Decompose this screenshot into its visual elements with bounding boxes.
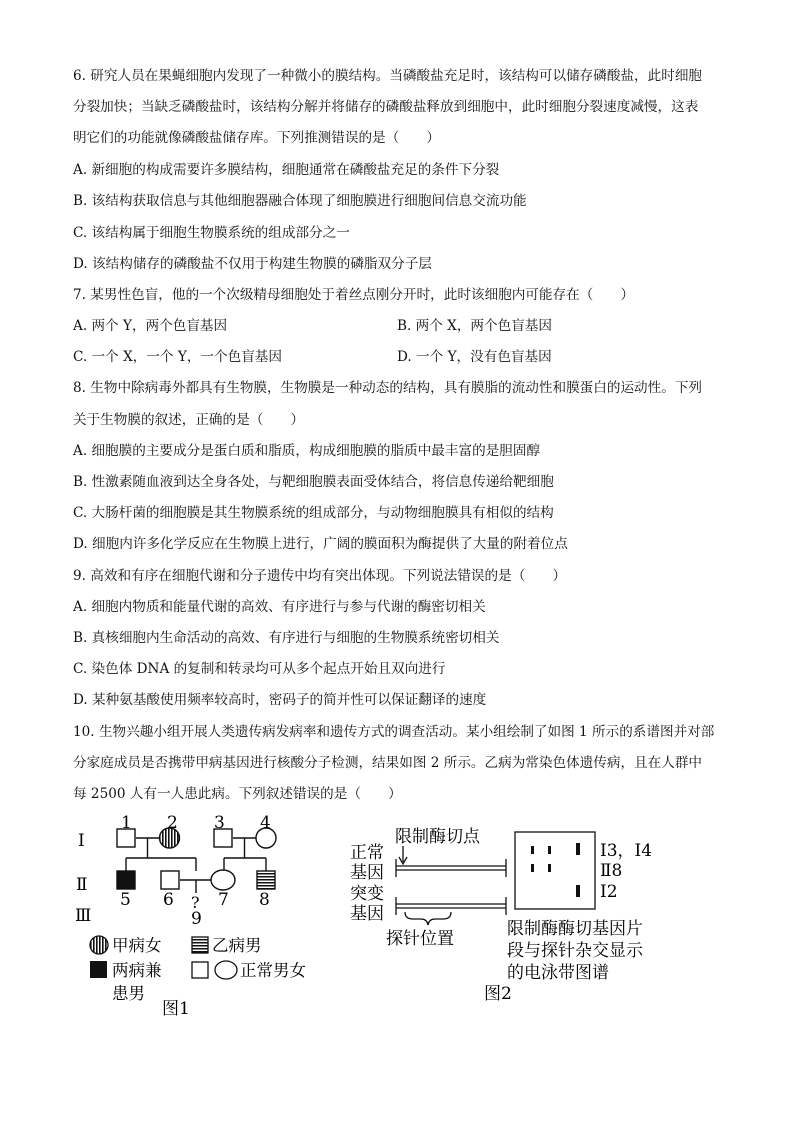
figure-2-caption: 图2 bbox=[484, 984, 512, 1004]
q8-option-d: D. 细胞内许多化学反应在生物膜上进行，广阔的膜面积为酶提供了大量的附着位点 bbox=[73, 536, 568, 552]
lane-label-I3-I4: Ⅰ3，Ⅰ4 bbox=[600, 841, 653, 861]
gel-band bbox=[576, 885, 580, 897]
mutant-gene-label-2: 基因 bbox=[350, 904, 384, 924]
gel-box bbox=[515, 832, 595, 909]
legend-both-male-label-2: 患男 bbox=[112, 984, 145, 1003]
probe-position-label: 探针位置 bbox=[386, 929, 454, 949]
q7-option-c: C. 一个 X，一个 Y，一个色盲基因 bbox=[73, 349, 282, 365]
q8-stem-line-1: 8. 生物中除病毒外都具有生物膜，生物膜是一种动态的结构，具有膜脂的流动性和膜蛋白的运动性。下列 bbox=[73, 380, 703, 396]
id-3: 3 bbox=[214, 813, 225, 833]
q9-stem: 9. 高效和有序在细胞代谢和分子遗传中均有突出体现。下列说法错误的是（ ） bbox=[73, 568, 567, 584]
q9-option-a: A. 细胞内物质和能量代谢的高效、有序进行与参与代谢的酶密切相关 bbox=[73, 599, 486, 615]
gel-band bbox=[548, 846, 551, 854]
gel-band bbox=[531, 864, 534, 872]
pedigree-II5-symbol bbox=[117, 871, 135, 889]
lane-label-II8: Ⅱ8 bbox=[600, 861, 623, 881]
q7-stem: 7. 某男性色盲，他的一个次级精母细胞处于着丝点刚分开时，此时该细胞内可能存在（ ） bbox=[73, 287, 635, 303]
figure-1-pedigree bbox=[70, 808, 350, 1020]
generation-III-label: Ⅲ bbox=[75, 906, 92, 926]
q6-option-d: D. 该结构储存的磷酸盐不仅用于构建生物膜的磷脂双分子层 bbox=[73, 256, 432, 272]
generation-I-label: Ⅰ bbox=[78, 831, 85, 851]
id-7: 7 bbox=[218, 890, 229, 910]
legend-both-male-label-1: 两病兼 bbox=[112, 961, 162, 980]
legend-normal-label: 正常男女 bbox=[240, 961, 306, 980]
q6-stem-line-1: 6. 研究人员在果蝇细胞内发现了一种微小的膜结构。当磷酸盐充足时，该结构可以储存磷酸盐，此时细胞 bbox=[73, 68, 703, 84]
q9-option-b: B. 真核细胞内生命活动的高效、有序进行与细胞的生物膜系统密切相关 bbox=[73, 630, 500, 646]
id-6: 6 bbox=[163, 890, 174, 910]
figure-1-caption: 图1 bbox=[162, 999, 190, 1019]
gel-band bbox=[548, 864, 551, 872]
question-mark: ? bbox=[191, 893, 200, 912]
gel-band bbox=[576, 843, 580, 855]
legend-yi-male-icon bbox=[192, 937, 208, 953]
q6-stem-line-3: 明它们的功能就像磷酸盐储存库。下列推测错误的是（ ） bbox=[73, 130, 441, 146]
legend-both-male-icon bbox=[90, 961, 107, 978]
q10-stem-line-3: 每 2500 人有一人患此病。下列叙述错误的是（ ） bbox=[73, 786, 402, 802]
id-4: 4 bbox=[260, 813, 271, 833]
figure-2-electrophoresis bbox=[345, 815, 690, 1005]
gel-description-line-2: 段与探针杂交显示 bbox=[507, 941, 643, 961]
id-5: 5 bbox=[120, 890, 131, 910]
q8-option-a: A. 细胞膜的主要成分是蛋白质和脂质，构成细胞膜的脂质中最丰富的是胆固醇 bbox=[73, 443, 541, 459]
gel-band bbox=[531, 846, 534, 854]
normal-gene-label-2: 基因 bbox=[350, 863, 384, 883]
id-8: 8 bbox=[259, 890, 270, 910]
q8-option-b: B. 性激素随血液到达全身各处，与靶细胞膜表面受体结合，将信息传递给靶细胞 bbox=[73, 474, 554, 490]
gel-description-line-1: 限制酶酶切基因片 bbox=[507, 919, 643, 939]
probe-brace bbox=[405, 912, 451, 925]
legend-yi-male-label: 乙病男 bbox=[212, 936, 262, 955]
q8-stem-line-2: 关于生物膜的叙述，正确的是（ ） bbox=[73, 412, 305, 428]
legend-jia-female-icon bbox=[90, 936, 108, 954]
legend-normal-male-icon bbox=[192, 962, 208, 978]
q10-stem-line-2: 分家庭成员是否携带甲病基因进行核酸分子检测，结果如图 2 所示。乙病为常染色体遗传病，且在人群中 bbox=[73, 755, 703, 771]
q8-option-c: C. 大肠杆菌的细胞膜是其生物膜系统的组成部分，与动物细胞膜具有相似的结构 bbox=[73, 505, 554, 521]
q6-option-a: A. 新细胞的构成需要许多膜结构，细胞通常在磷酸盐充足的条件下分裂 bbox=[73, 162, 500, 178]
legend-jia-female-label: 甲病女 bbox=[112, 936, 162, 955]
pedigree-II6-symbol bbox=[161, 871, 179, 889]
q7-option-a: A. 两个 Y，两个色盲基因 bbox=[73, 318, 228, 334]
pedigree-II8-symbol bbox=[257, 871, 275, 889]
cut-site-label: 限制酶切点 bbox=[395, 827, 480, 847]
lane-label-I2: Ⅰ2 bbox=[600, 882, 618, 902]
id-2: 2 bbox=[167, 813, 178, 833]
id-1: 1 bbox=[121, 813, 132, 833]
q6-option-c: C. 该结构属于细胞生物膜系统的组成部分之一 bbox=[73, 225, 350, 241]
legend-normal-female-icon bbox=[215, 961, 237, 979]
q9-option-c: C. 染色体 DNA 的复制和转录均可从多个起点开始且双向进行 bbox=[73, 661, 446, 677]
mutant-gene-label-1: 突变 bbox=[350, 884, 384, 904]
pedigree-II7-symbol bbox=[211, 870, 235, 890]
q6-option-b: B. 该结构获取信息与其他细胞器融合体现了细胞膜进行细胞间信息交流功能 bbox=[73, 193, 527, 209]
id-9: 9 bbox=[191, 909, 202, 929]
q7-option-d: D. 一个 Y，没有色盲基因 bbox=[397, 349, 552, 365]
q9-option-d: D. 某种氨基酸使用频率较高时，密码子的简并性可以保证翻译的速度 bbox=[73, 692, 487, 708]
generation-II-label: Ⅱ bbox=[76, 875, 88, 895]
q10-stem-line-1: 10. 生物兴趣小组开展人类遗传病发病率和遗传方式的调查活动。某小组绘制了如图 1 所示的系谱图并对部 bbox=[73, 724, 715, 740]
q7-option-b: B. 两个 X，两个色盲基因 bbox=[397, 318, 552, 334]
q6-stem-line-2: 分裂加快；当缺乏磷酸盐时，该结构分解并将储存的磷酸盐释放到细胞中，此时细胞分裂速度减慢，这表 bbox=[73, 99, 699, 115]
gel-description-line-3: 的电泳带图谱 bbox=[507, 963, 609, 983]
normal-gene-label-1: 正常 bbox=[350, 843, 384, 863]
